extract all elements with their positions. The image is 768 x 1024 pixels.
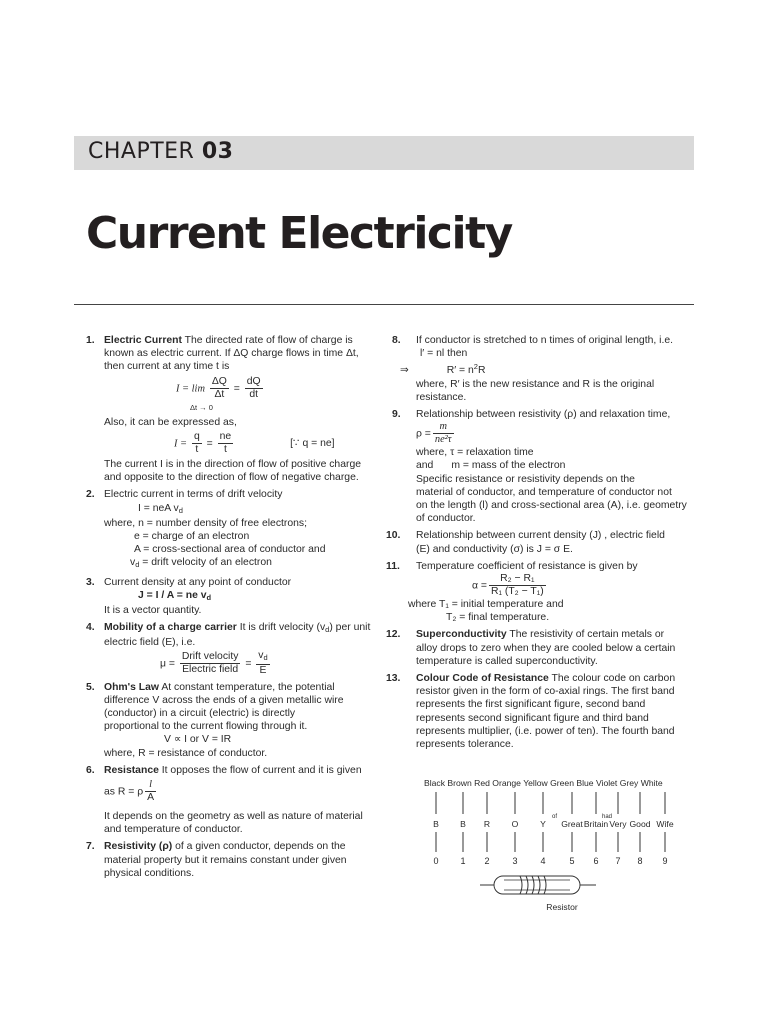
text-line: where, R′ is the new resistance and R is the original xyxy=(416,378,655,390)
text-line: where, n = number density of free electrons; xyxy=(104,517,308,529)
item-conductivity xyxy=(386,529,694,555)
item-number: 13. xyxy=(386,673,401,685)
digit-label: 2 xyxy=(484,856,490,866)
text-line: A = cross-sectional area of conductor and xyxy=(134,544,326,556)
text-line: (conductor) in a circuit (electric) is directly xyxy=(104,708,296,720)
text-line: Electric current in terms of drift velocity xyxy=(104,489,283,501)
equation-ohms-law: V ∝ I or V = IR xyxy=(164,734,232,746)
text-line: Also, it can be expressed as, xyxy=(104,416,237,428)
left-column xyxy=(86,334,378,884)
title-divider xyxy=(74,304,694,305)
item-drift-velocity: 2. Electric current in terms of drift velocity I = neA $v_d$ where, n = number density of free electrons; e = charge of an electron A = cross-sectional area of conductor and $v_d$ = drift velocity of an electron xyxy=(86,488,378,571)
digit-label: 6 xyxy=(593,856,599,866)
text-line: proportional to the current flowing through it. xyxy=(104,721,308,733)
text-line: of conductor. xyxy=(416,513,476,525)
text-line: The directed rate of flow of charge is xyxy=(181,335,353,346)
text-line: and opposite to the direction of flow of negative charge. xyxy=(104,472,359,484)
item-number: 11. xyxy=(386,560,400,572)
item-number: 4. xyxy=(86,622,95,634)
mnemonic-small-word: of xyxy=(552,814,558,820)
limit-subscript: Δt → 0 xyxy=(190,402,213,412)
item-resistance: 6. Resistance It opposes the flow of current and it is given as R = ρ $\frac{l}{A}$ It depends on the geometry as well as nature of material and temperature of conductor. xyxy=(86,764,378,837)
item-number: 2. xyxy=(86,489,95,501)
text-line: on the length (l) and cross-sectional area (A), i.e. geometry xyxy=(416,500,687,512)
resistor-label: Resistor xyxy=(546,902,578,912)
digit-label: 8 xyxy=(637,856,643,866)
implies-arrow: ⇒ xyxy=(400,365,409,377)
item-electric-current xyxy=(86,334,378,484)
text-line: then current at any time t is xyxy=(104,361,230,373)
item-heading: Superconductivity xyxy=(416,629,507,641)
item-heading: Electric Current xyxy=(104,335,182,346)
text-line: material of conductor, and temperature of conductor not xyxy=(416,486,672,498)
item-number: 1. xyxy=(86,335,95,346)
text-line: represents tolerance. xyxy=(416,739,514,751)
text-line: It depends on the geometry as well as nature of material xyxy=(104,811,363,823)
equation-current-density: J = I / A = ne $v_d$ xyxy=(138,589,212,602)
text-line: Current density at any point of conductor xyxy=(104,576,292,588)
digit-label: 5 xyxy=(569,856,575,866)
item-superconductivity: 12. Superconductivity The resistivity of certain metals or alloy drops to zero when they are cooled below a certain temperature is called superconductivity. xyxy=(398,628,694,668)
text-line: Relationship between current density (J) , electric field xyxy=(416,530,665,542)
item-temperature-coefficient xyxy=(386,560,694,625)
chapter-heading xyxy=(88,139,233,164)
text-line: It is a vector quantity. xyxy=(104,605,202,617)
text-line: l′ = nl then xyxy=(420,348,468,360)
text-line: Specific resistance or resistivity depends on the xyxy=(416,473,635,485)
item-resistivity-relaxation: 9. Relationship between resistivity (ρ) and relaxation time, ρ = $\frac{m}{\text{ne²τ}}$ where, τ = relaxation time and m = mass of the electron Specific resistance or resistivity depends on the material of conductor, and temperature of conductor not on the length (l) and cross-sectional area (A), i.e. geometry of conductor. xyxy=(398,408,694,525)
text-line: (E) and conductivity (σ) is J = σ E. xyxy=(416,543,573,555)
text-line: T₂ = final temperature. xyxy=(446,612,550,624)
digit-label: 1 xyxy=(460,856,466,866)
text-line: and temperature of conductor. xyxy=(104,824,243,836)
item-ohms-law: 5. Ohm's Law At constant temperature, the potential difference V across the ends of a given metallic wire (conductor) in a circuit (electric) is directly proportional to the current flowing through it. V ∝ I or V = IR where, R = resistance of conductor. xyxy=(86,681,378,760)
text-line: temperature is called superconductivity. xyxy=(416,655,598,667)
item-number: 3. xyxy=(86,576,95,588)
right-column xyxy=(386,334,694,755)
page-title: Current Electricity xyxy=(86,208,512,259)
text-line: represents second significant figure and third band xyxy=(416,712,649,724)
text-line: resistance. xyxy=(416,391,467,403)
item-number: 6. xyxy=(86,764,95,776)
item-heading: Resistivity (ρ) xyxy=(104,841,173,853)
item-current-density xyxy=(86,576,378,618)
colour-code-diagram xyxy=(420,772,690,918)
text-line: represents multiplier, (i.e. power of ten). The fourth band xyxy=(416,725,675,737)
mnemonic-word: Britain xyxy=(583,819,609,829)
equation-resistance: as R = ρ $\frac{l}{A}$ xyxy=(104,779,155,804)
item-resistivity: 7. Resistivity (ρ) of a given conductor, depends on the material property but it remains constant under given physical conditions. xyxy=(86,840,378,880)
mnemonic-word: R xyxy=(483,819,491,829)
mnemonic-word: Great xyxy=(561,819,583,829)
item-number: 7. xyxy=(86,841,95,853)
equation-resistivity: ρ = $\frac{m}{\text{ne²τ}}$ xyxy=(416,421,452,446)
item-heading: Ohm's Law xyxy=(104,681,160,693)
digit-label: 9 xyxy=(662,856,668,866)
text-line: e = charge of an electron xyxy=(134,531,250,543)
resistor-body xyxy=(494,876,580,894)
item-stretched-conductor: 8. If conductor is stretched to n times of original length, i.e. l′ = nl then ⇒ $R' = n^2R$ where, R′ is the new resistance and R is the original resistance. xyxy=(398,334,694,404)
text-line: where, R = resistance of conductor. xyxy=(104,747,268,759)
item-colour-code: 13. Colour Code of Resistance The colour code on carbon resistor given in the form of co-axial rings. The first band represents the first significant figure, second band represents second significant figure and third band represents multiplier, (i.e. power of ten). The fourth band represents tolerance. xyxy=(398,672,694,751)
mnemonic-word: Wife xyxy=(656,819,674,829)
text-line: The current I is in the direction of flow of positive charge xyxy=(104,459,362,471)
mnemonic-word: Very xyxy=(609,819,627,829)
digit-label: 7 xyxy=(615,856,621,866)
mnemonic-word: Y xyxy=(540,819,546,829)
mnemonic-word: Good xyxy=(629,819,651,829)
text-line: represents the first significant figure, second band xyxy=(416,699,646,711)
text-line: difference V across the ends of a given metallic wire xyxy=(104,694,344,706)
item-heading: Colour Code of Resistance xyxy=(416,673,549,685)
mnemonic-small-word: had xyxy=(602,814,613,820)
text-line: physical conditions. xyxy=(104,867,195,879)
text-line: known as electric current. If ΔQ charge flows in time Δt, xyxy=(104,348,359,360)
mnemonic-word: B xyxy=(460,819,466,829)
text-line: where, τ = relaxation time xyxy=(416,447,534,459)
mnemonic-word: B xyxy=(433,819,439,829)
text-line: material property but it remains constant under given xyxy=(104,854,347,866)
equation-current-limit: I = lim $\frac{\Delta Q}{\Delta t}$ = $\frac{dQ}{dt}$ Δt → 0 xyxy=(104,376,378,414)
equation-temperature-coefficient: α = $\frac{\text{R₂ − R₁}}{\text{R₁ (T₂ − T₁)}}$ xyxy=(472,573,544,598)
item-number: 8. xyxy=(392,335,401,346)
text-line: alloy drops to zero when they are cooled below a certain xyxy=(416,642,676,654)
item-heading: Mobility of a charge carrier xyxy=(104,622,237,634)
item-number: 5. xyxy=(86,681,95,693)
item-mobility: 4. Mobility of a charge carrier It is drift velocity $(v_d)$ per unit electric field (E), i.e. μ = $\frac{\text{Drift velocity}}{\text{Electric field}}$ = $\frac{v_d}{E}$ xyxy=(86,621,378,676)
text-line: electric field (E), i.e. xyxy=(104,637,196,649)
text-line: Relationship between resistivity (ρ) and relaxation time, xyxy=(416,409,671,421)
digit-label: 4 xyxy=(540,856,546,866)
chapter-label: CHAPTER xyxy=(88,139,195,164)
text-line: Temperature coefficient of resistance is given by xyxy=(416,560,638,572)
equation-drift-current: I = neA $v_d$ xyxy=(138,502,183,515)
colour-names-row: Black Brown Red Orange Yellow Green Blue Violet Grey White xyxy=(424,778,663,788)
chapter-banner xyxy=(74,136,694,170)
item-number: 9. xyxy=(392,409,401,421)
mnemonic-word: O xyxy=(511,819,519,829)
equation-mobility: μ = $\frac{\text{Drift velocity}}{\text{Electric field}}$ = $\frac{v_d}{E}$ xyxy=(160,649,268,676)
item-number: 10. xyxy=(386,530,401,542)
equation-current-charge: I = $\frac{q}{t}$ = $\frac{ne}{t}$ [∵ q = ne] xyxy=(174,431,335,456)
item-number: 12. xyxy=(386,629,401,641)
item-heading: Resistance xyxy=(104,764,159,776)
digit-label: 0 xyxy=(433,856,439,866)
text-line: If conductor is stretched to n times of original length, i.e. xyxy=(416,335,674,346)
text-line: resistor given in the form of co-axial rings. The first band xyxy=(416,686,675,698)
chapter-number: 03 xyxy=(201,139,234,164)
text-line: where T₁ = initial temperature and xyxy=(408,599,564,611)
digit-label: 3 xyxy=(512,856,518,866)
